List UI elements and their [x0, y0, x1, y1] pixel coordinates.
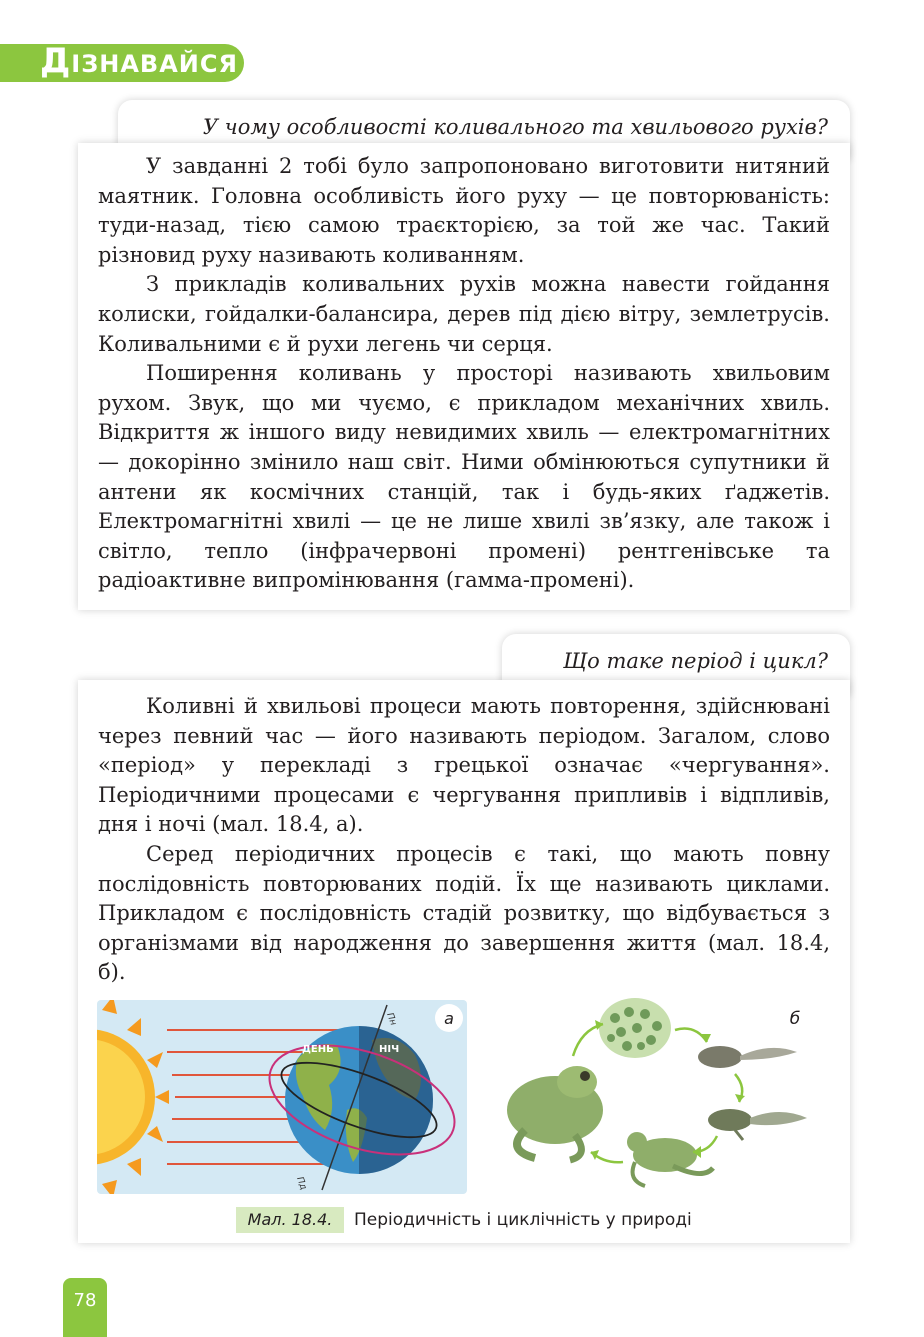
block-2-text — [98, 692, 830, 988]
question-2-text: Що таке період і цикл? — [563, 649, 828, 673]
north-pole-label: Пн — [384, 1011, 398, 1027]
block-1-text — [98, 152, 830, 596]
block-1-paragraph-3: Поширення коливань у просторі називають хвильовим рухом. Звук, що ми чуємо, є прикладом механічних хвиль. Відкриття ж іншого виду невидимих хвиль — електромагнітних — докорінно змінило наш світ. Ними обмінюються супутники й антени як космічних станцій, так і будь-яких ґаджетів. Електромагнітні хвилі — це не лише хвилі зв’язку, але також і світло, тепло (інфрачервоні промені) рентгенівське та радіоактивне випромінювання (гамма-промені). — [98, 361, 830, 593]
sun-icon — [97, 1000, 169, 1194]
block-2-paragraph-1: Коливні й хвильові процеси мають повторення, здійснювані через певний час — його називають періодом. Загалом, слово «період» у перекладі з грецької означає «чергування». Періодичними процесами є чергування припливів і відпливів, дня і ночі (мал. 18.4, а). — [98, 694, 830, 837]
adult-frog-icon — [507, 1066, 603, 1160]
tadpole-icon — [698, 1046, 797, 1068]
south-pole-label: Пд — [294, 1175, 309, 1192]
section-title: ДІЗНАВАЙСЯ — [40, 41, 238, 81]
tadpole-with-legs-icon — [708, 1109, 807, 1140]
letter-a: а — [444, 1009, 454, 1028]
question-1-text: У чому особливості коливального та хвильового рухів? — [202, 115, 828, 139]
figure-b-frog-cycle — [495, 990, 825, 1195]
frog-eggs-icon — [599, 998, 671, 1058]
day-label: ДЕНЬ — [302, 1044, 334, 1055]
earth-sun-diagram — [97, 1000, 467, 1194]
letter-b: б — [789, 1009, 801, 1029]
block-2-paragraph-2: Серед періодичних процесів є такі, що мають повну послідовність повторюваних подій. Їх ще називають циклами. Прикладом є послідовність стадій розвитку, що відбувається з організмами від народження до завершення життя (мал. 18.4, б). — [98, 841, 830, 985]
block-1-paragraph-1: У завданні 2 тобі було запропоновано виготовити нитяний маятник. Головна особливість його руху — це повторюваність: туди-назад, тією самою траєкторією, за той же час. Такий різновид руху називають коливанням. — [98, 154, 830, 267]
page-number: 78 — [63, 1278, 107, 1337]
froglet-icon — [627, 1132, 713, 1186]
figure-caption-label: Мал. 18.4. — [236, 1207, 344, 1233]
figure-a-earth-illustration — [97, 1000, 467, 1194]
frog-life-cycle-diagram — [495, 990, 825, 1195]
night-label: НІЧ — [379, 1044, 400, 1055]
earth-globe — [256, 1005, 467, 1190]
block-1-paragraph-2: З прикладів коливальних рухів можна навести гойдання колиски, гойдалки-балансира, дерев під дією вітру, землетрусів. Коливальними є й рухи легень чи серця. — [98, 272, 830, 356]
figure-caption-text: Періодичність і циклічність у природі — [354, 1210, 692, 1230]
